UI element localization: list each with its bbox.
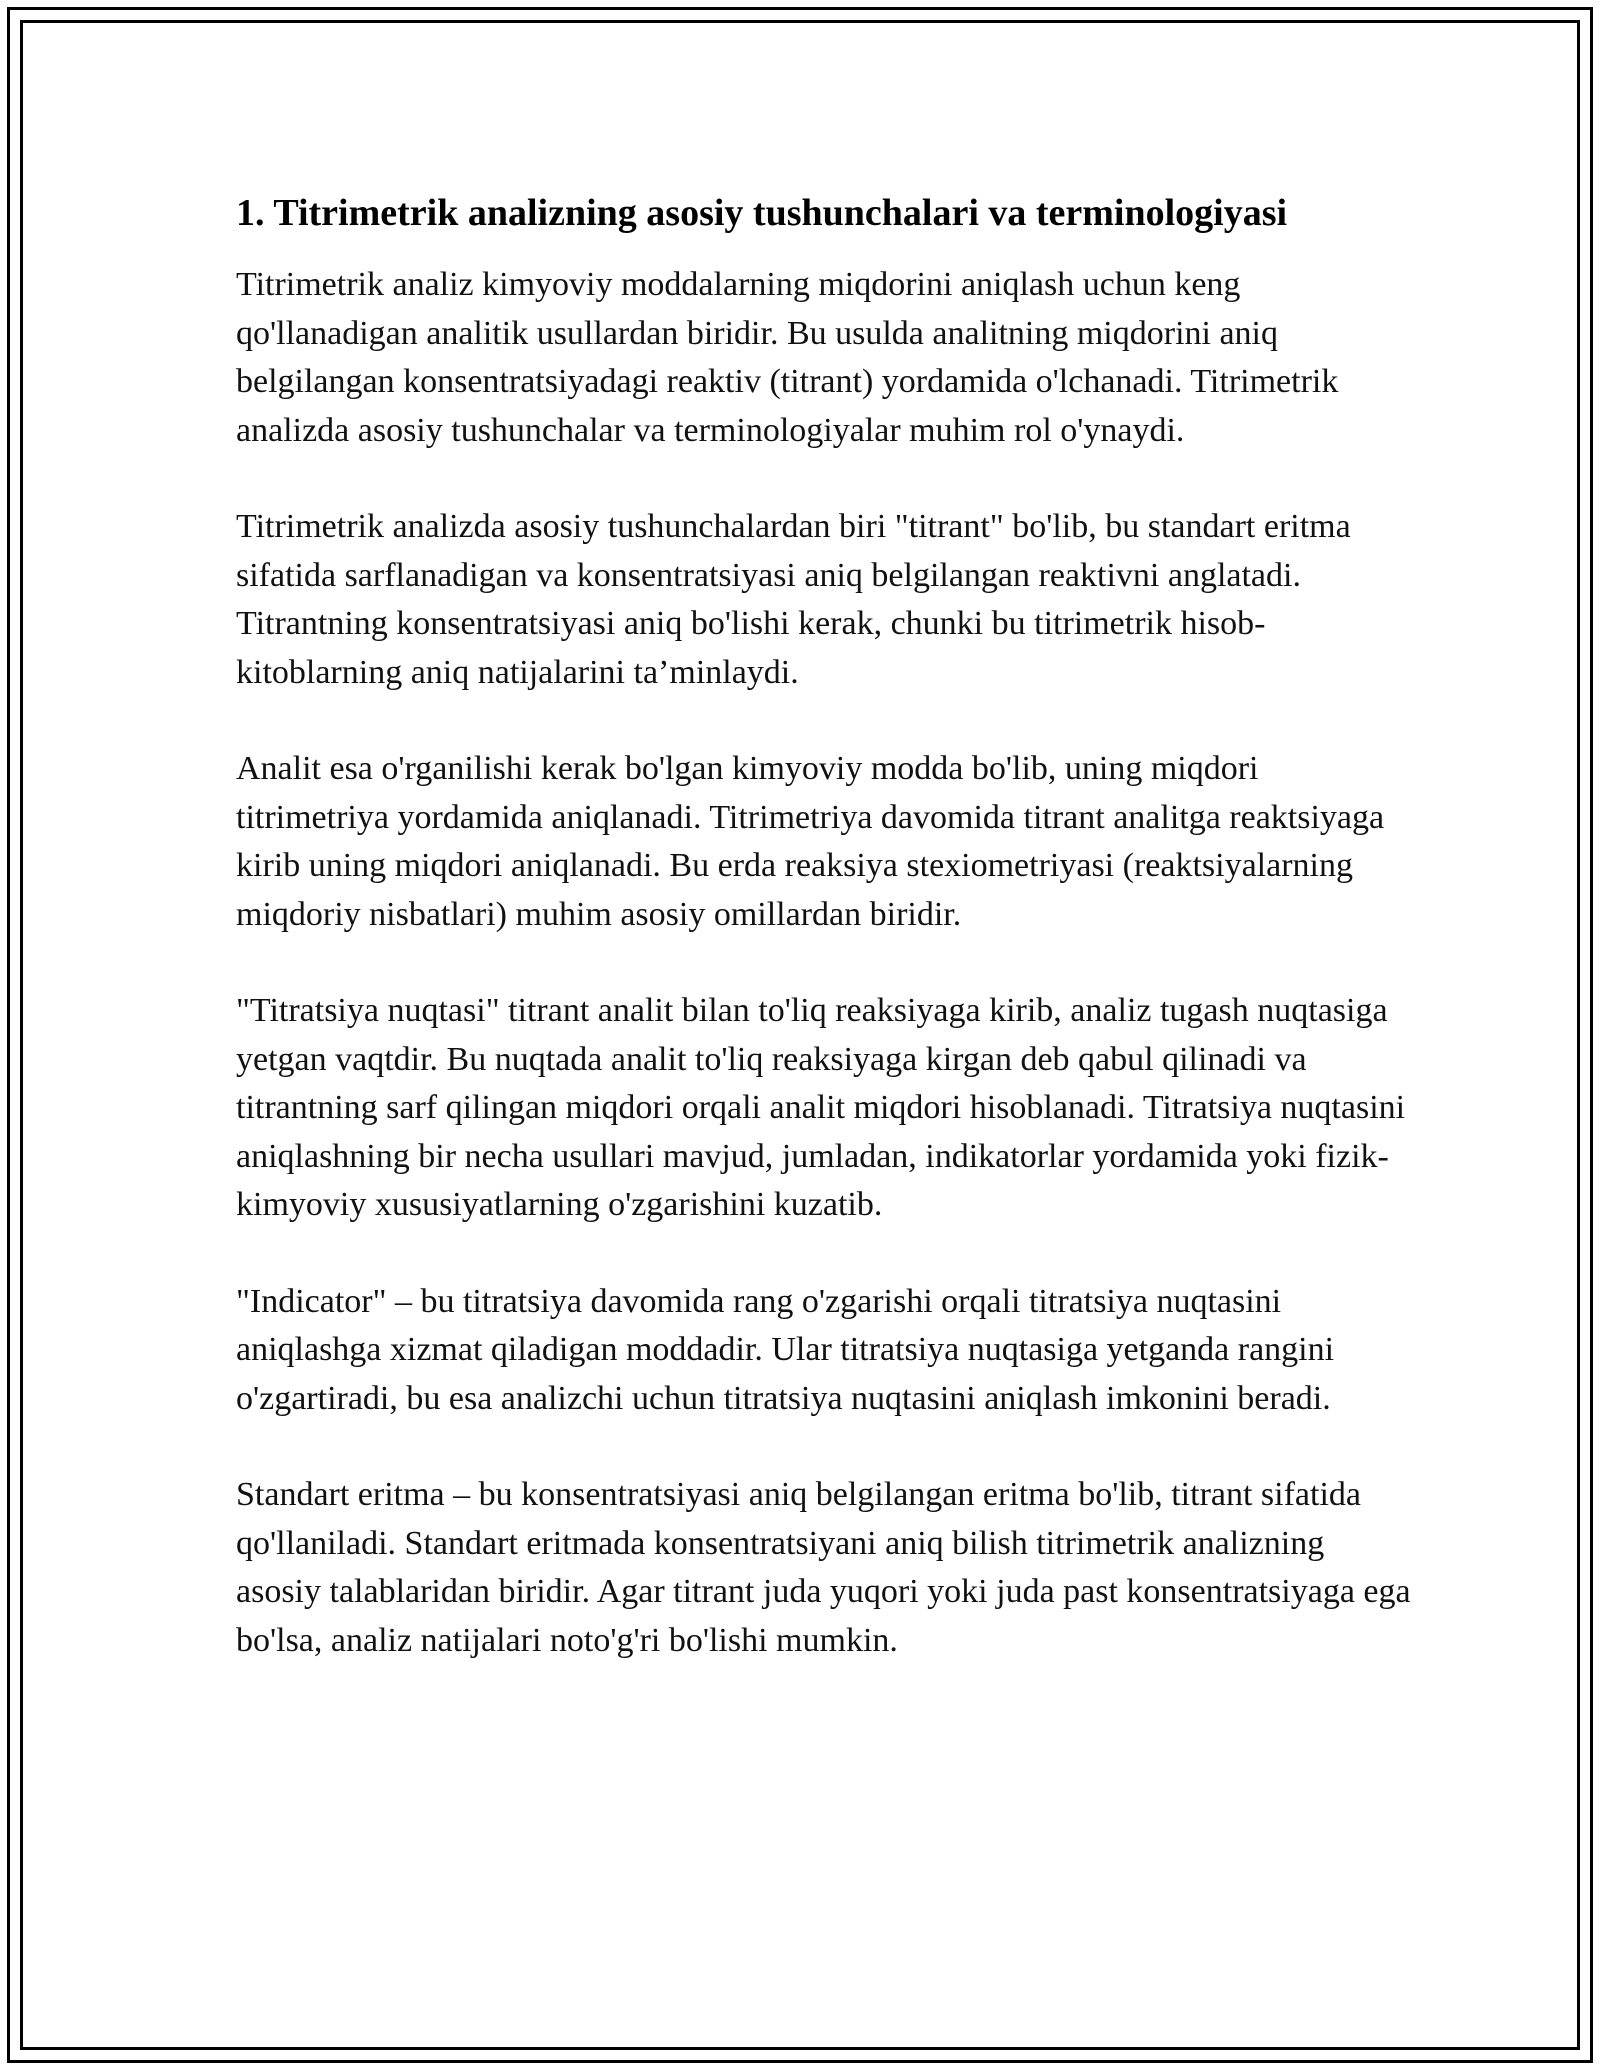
paragraph-standard-solution: Standart eritma – bu konsentratsiyasi aniq belgilangan eritma bo'lib, titrant sifatida qo'llaniladi. Standart eritmada konsentratsiyani aniq bilish titrimetrik analizning asosiy talablaridan biridir. Agar titrant juda yuqori yoki juda past konsentratsiyaga ega bo'lsa, analiz natijalari noto'g'ri bo'lishi mumkin. <box>236 1476 1411 1659</box>
paragraph-titrant: Titrimetrik analizda asosiy tushunchalardan biri "titrant" bo'lib, bu standart eritma sifatida sarflanadigan va konsentratsiyasi aniq belgilangan reaktivni anglatadi. Titrantning konsentratsiyasi aniq bo'lishi kerak, chunki bu titrimetrik hisob-kitoblarning aniq natijalarini ta’minlaydi. <box>236 508 1351 691</box>
section-heading: 1. Titrimetrik analizning asosiy tushunchalari va terminologiyasi <box>236 192 1288 234</box>
document-body <box>236 185 1416 1713</box>
paragraph-titration-point: "Titratsiya nuqtasi" titrant analit bilan to'liq reaksiyaga kirib, analiz tugash nuqtasiga yetgan vaqtdir. Bu nuqtada analit to'liq reaksiyaga kirgan deb qabul qilinadi va titrantning sarf qilingan miqdori orqali analit miqdori hisoblanadi. Titratsiya nuqtasini aniqlashning bir necha usullari mavjud, jumladan, indikatorlar yordamida yoki fizik-kimyoviy xususiyatlarning o'zgarishini kuzatib. <box>236 992 1406 1223</box>
paragraph-intro: Titrimetrik analiz kimyoviy moddalarning miqdorini aniqlash uchun keng qo'llanadigan analitik usullardan biridir. Bu usulda analitning miqdorini aniq belgilangan konsentratsiyadagi reaktiv (titrant) yordamida o'lchanadi. Titrimetrik analizda asosiy tushunchalar va terminologiyalar muhim rol o'ynaydi. <box>236 266 1339 449</box>
paragraph-analit: Analit esa o'rganilishi kerak bo'lgan kimyoviy modda bo'lib, uning miqdori titrimetriya yordamida aniqlanadi. Titrimetriya davomida titrant analitga reaktsiyaga kirib uning miqdori aniqlanadi. Bu erda reaksiya stexiometriyasi (reaktsiyalarning miqdoriy nisbatlari) muhim asosiy omillardan biridir. <box>236 750 1385 933</box>
paragraph-indicator: "Indicator" – bu titratsiya davomida rang o'zgarishi orqali titratsiya nuqtasini aniqlashga xizmat qiladigan moddadir. Ular titratsiya nuqtasiga yetganda rangini o'zgartiradi, bu esa analizchi uchun titratsiya nuqtasini aniqlash imkonini beradi. <box>236 1282 1335 1417</box>
